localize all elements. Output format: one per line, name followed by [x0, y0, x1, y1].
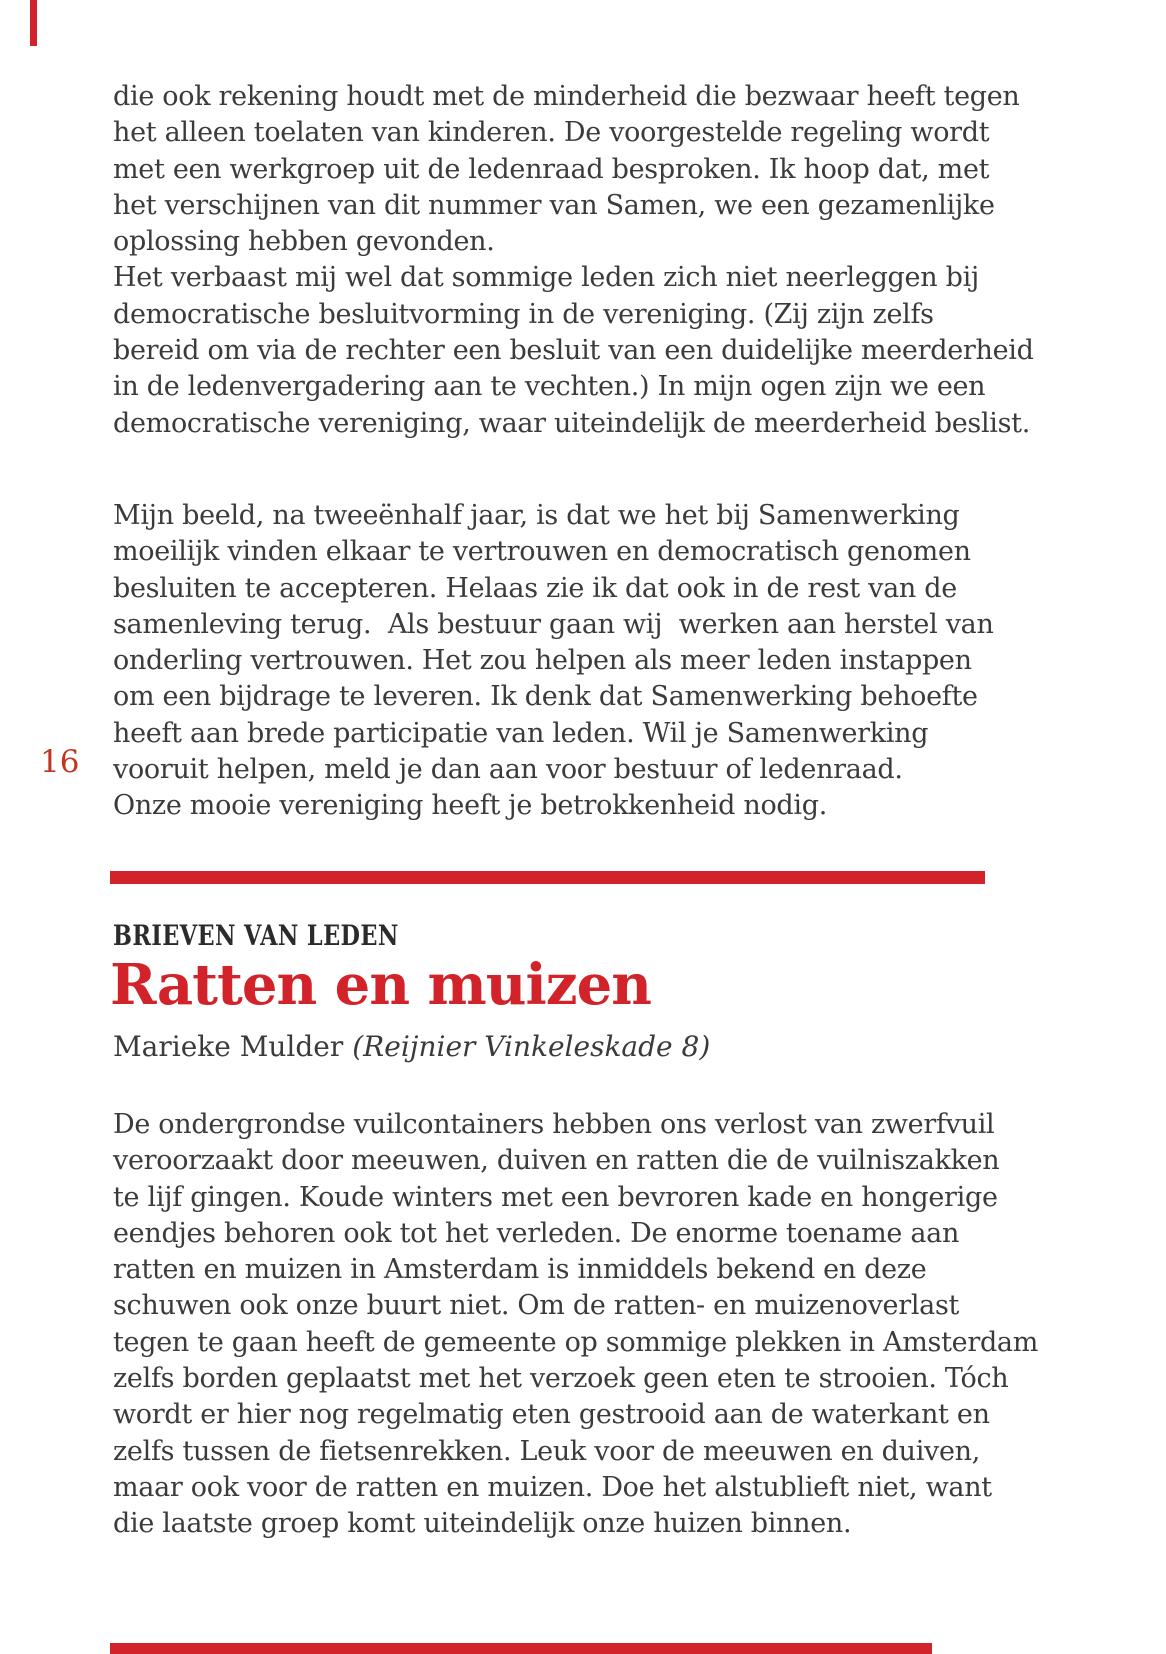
text-line: zelfs tussen de fietsenrekken. Leuk voor de meeuwen en duiven,: [113, 1435, 981, 1467]
text-line: in de ledenvergadering aan te vechten.) In mijn ogen zijn we een: [113, 371, 986, 403]
text-line: onderling vertrouwen. Het zou helpen als meer leden instappen: [113, 645, 972, 677]
text-line: bereid om via de rechter een besluit van een duidelijke meerderheid: [113, 335, 1034, 367]
text-line: heeft aan brede participatie van leden. Wil je Samenwerking: [113, 717, 929, 749]
text-line: Mijn beeld, na tweeënhalf jaar, is dat we het bij Samenwerking: [113, 500, 960, 531]
text-line: die ook rekening houdt met de minderheid die bezwaar heeft tegen: [113, 81, 1020, 112]
section-kicker-text: BRIEVEN VAN LEDEN: [113, 919, 399, 952]
text-line: Onze mooie vereniging heeft je betrokkenheid nodig.: [113, 790, 828, 822]
text-line: veroorzaakt door meeuwen, duiven en ratten die de vuilniszakken: [113, 1145, 1000, 1177]
article-paragraph: [113, 1107, 1038, 1543]
section-kicker: [113, 919, 470, 952]
bottom-rule: [110, 1643, 932, 1654]
text-line: maar ook voor de ratten en muizen. Doe het alstublieft niet, want: [113, 1471, 992, 1503]
text-line: samenleving terug. Als bestuur gaan wij werken aan herstel van: [113, 608, 994, 640]
text-line: Het verbaast mij wel dat sommige leden zich niet neerleggen bij: [113, 262, 979, 294]
text-line: te lijf gingen. Koude winters met een bevroren kade en hongerige: [113, 1181, 998, 1213]
text-line: met een werkgroep uit de ledenraad besproken. Ik hoop dat, met: [113, 153, 990, 185]
text-line: De ondergrondse vuilcontainers hebben ons verlost van zwerfvuil: [113, 1109, 995, 1140]
text-line: zelfs borden geplaatst met het verzoek geen eten te strooien. Tóch: [113, 1363, 1009, 1395]
byline-address: (Reijnier Vinkeleskade 8): [352, 1030, 711, 1063]
text-line: tegen te gaan heeft de gemeente op sommige plekken in Amsterdam: [113, 1326, 1039, 1358]
text-line: moeilijk vinden elkaar te vertrouwen en democratisch genomen: [113, 536, 971, 568]
section-divider-rule: [110, 871, 985, 884]
text-line: besluiten te accepteren. Helaas zie ik dat ook in de rest van de: [113, 572, 957, 604]
text-line: oplossing hebben gevonden.: [113, 226, 495, 258]
page-number: 16: [40, 744, 80, 780]
text-line: die laatste groep komt uiteindelijk onze huizen binnen.: [113, 1508, 852, 1540]
text-line: vooruit helpen, meld je dan aan voor bestuur of ledenraad.: [113, 754, 903, 786]
text-line: om een bijdrage te leveren. Ik denk dat Samenwerking behoefte: [113, 681, 978, 713]
text-line: ratten en muizen in Amsterdam is inmiddels bekend en deze: [113, 1254, 927, 1286]
text-line: het verschijnen van dit nummer van Samen, we een gezamenlijke: [113, 189, 995, 221]
text-line: wordt er hier nog regelmatig eten gestrooid aan de waterkant en: [113, 1399, 990, 1431]
article-title: Ratten en muizen: [110, 952, 651, 1018]
byline-author: Marieke Mulder: [113, 1030, 344, 1063]
text-line: democratische besluitvorming in de vereniging. (Zij zijn zelfs: [113, 298, 934, 330]
letter-paragraph-2: [113, 498, 994, 825]
text-line: schuwen ook onze buurt niet. Om de ratten- en muizenoverlast: [113, 1290, 960, 1322]
text-line: eendjes behoren ook tot het verleden. De enorme toename aan: [113, 1217, 960, 1249]
letter-paragraph-1: [113, 79, 1034, 442]
page-edge-mark: [30, 0, 37, 46]
text-line: het alleen toelaten van kinderen. De voorgestelde regeling wordt: [113, 117, 990, 149]
text-line: democratische vereniging, waar uiteindelijk de meerderheid beslist.: [113, 407, 1031, 439]
article-byline: [113, 1030, 710, 1063]
